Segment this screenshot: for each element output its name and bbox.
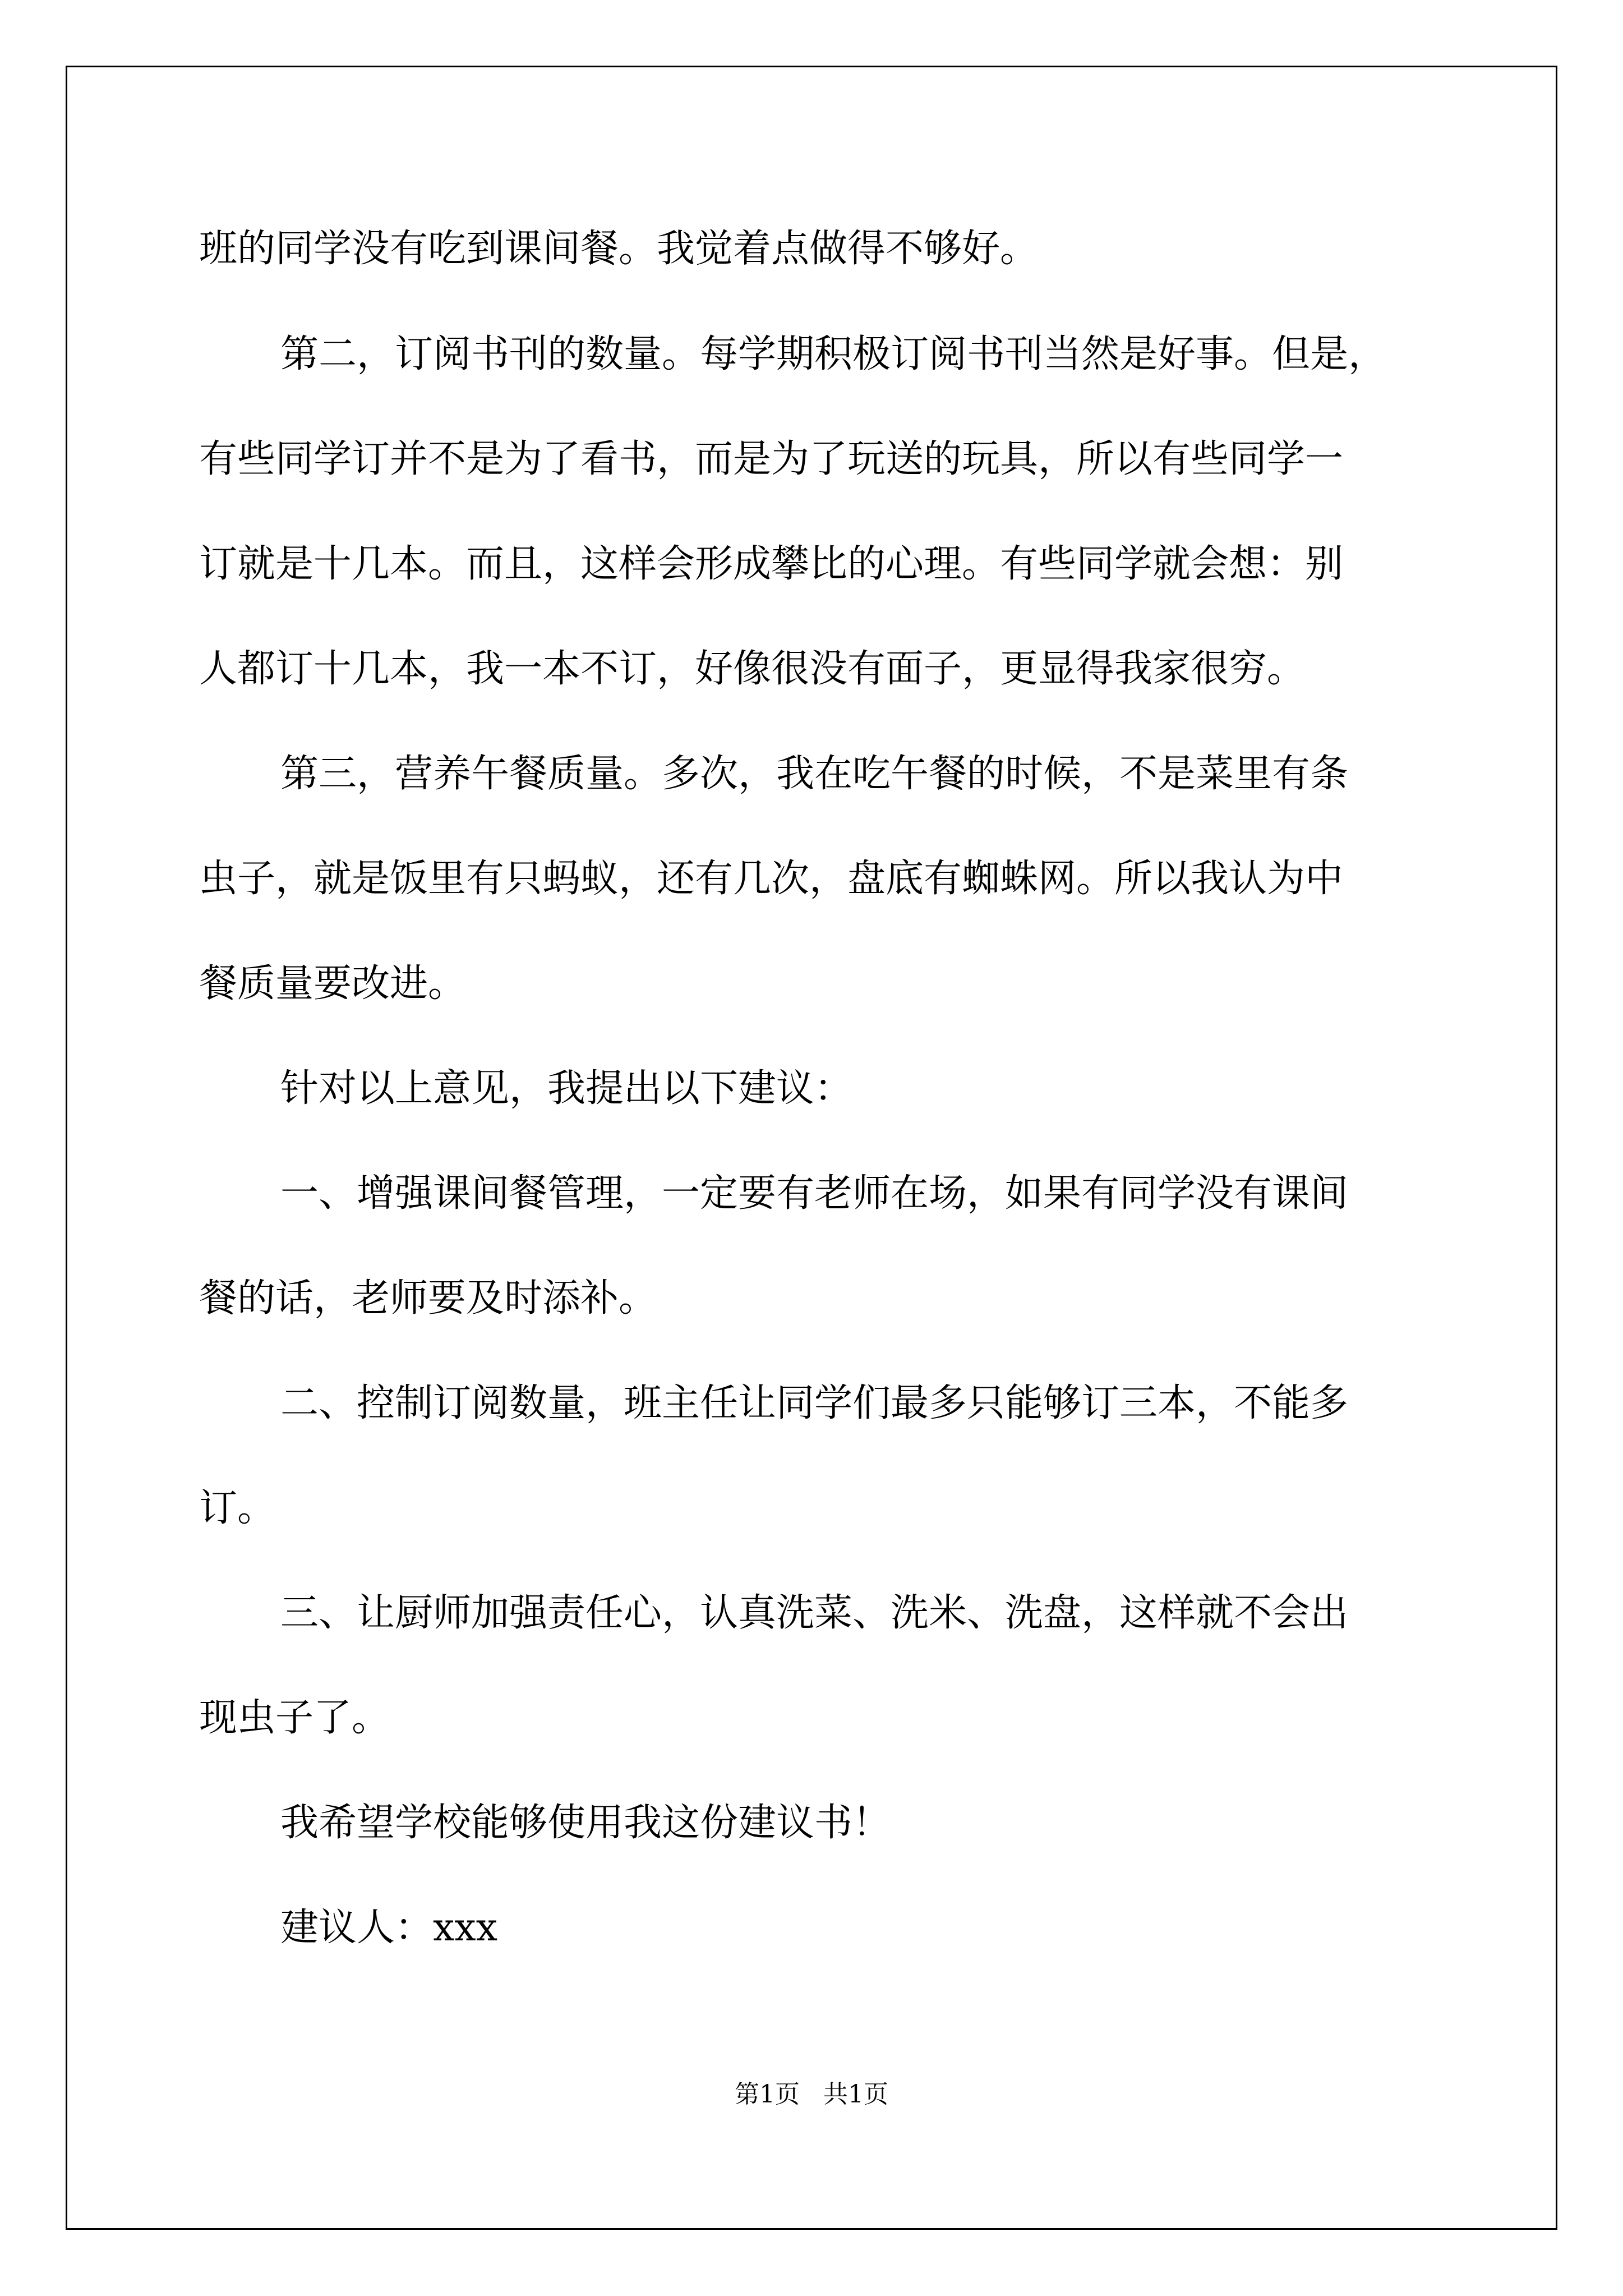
signature-line: 建议人：xxx xyxy=(280,1906,498,1950)
text-line: 订就是十几本。而且，这样会形成攀比的心理。有些同学就会想：别 xyxy=(199,542,1344,586)
text-line: 人都订十几本，我一本不订，好像很没有面子，更显得我家很穷。 xyxy=(199,647,1306,691)
text-line: 现虫子了。 xyxy=(199,1696,390,1740)
paragraph-first-line: 针对以上意见，我提出以下建议： xyxy=(280,1066,853,1111)
paragraph-first-line: 二、控制订阅数量，班主任让同学们最多只能够订三本，不能多 xyxy=(280,1381,1349,1425)
text-line: 订。 xyxy=(199,1486,276,1530)
paragraph-first-line: 三、让厨师加强责任心，认真洗菜、洗米、洗盘，这样就不会出 xyxy=(280,1591,1349,1635)
text-line: 班的同学没有吃到课间餐。我觉着点做得不够好。 xyxy=(199,227,1039,271)
text-line: 餐质量要改进。 xyxy=(199,961,467,1006)
paragraph-first-line: 我希望学校能够使用我这份建议书！ xyxy=(280,1801,891,1845)
text-line: 虫子，就是饭里有只蚂蚁，还有几次，盘底有蜘蛛网。所以我认为中 xyxy=(199,857,1344,901)
paragraph-first-line: 第三，营养午餐质量。多次，我在吃午餐的时候，不是菜里有条 xyxy=(280,752,1349,796)
page-footer: 第1页 共1页 xyxy=(735,2080,888,2109)
paragraph-first-line: 第二，订阅书刊的数量。每学期积极订阅书刊当然是好事。但是， xyxy=(280,332,1387,376)
text-line: 有些同学订并不是为了看书，而是为了玩送的玩具，所以有些同学一 xyxy=(199,437,1344,481)
paragraph-first-line: 一、增强课间餐管理，一定要有老师在场，如果有同学没有课间 xyxy=(280,1171,1349,1216)
text-line: 餐的话，老师要及时添补。 xyxy=(199,1276,657,1320)
